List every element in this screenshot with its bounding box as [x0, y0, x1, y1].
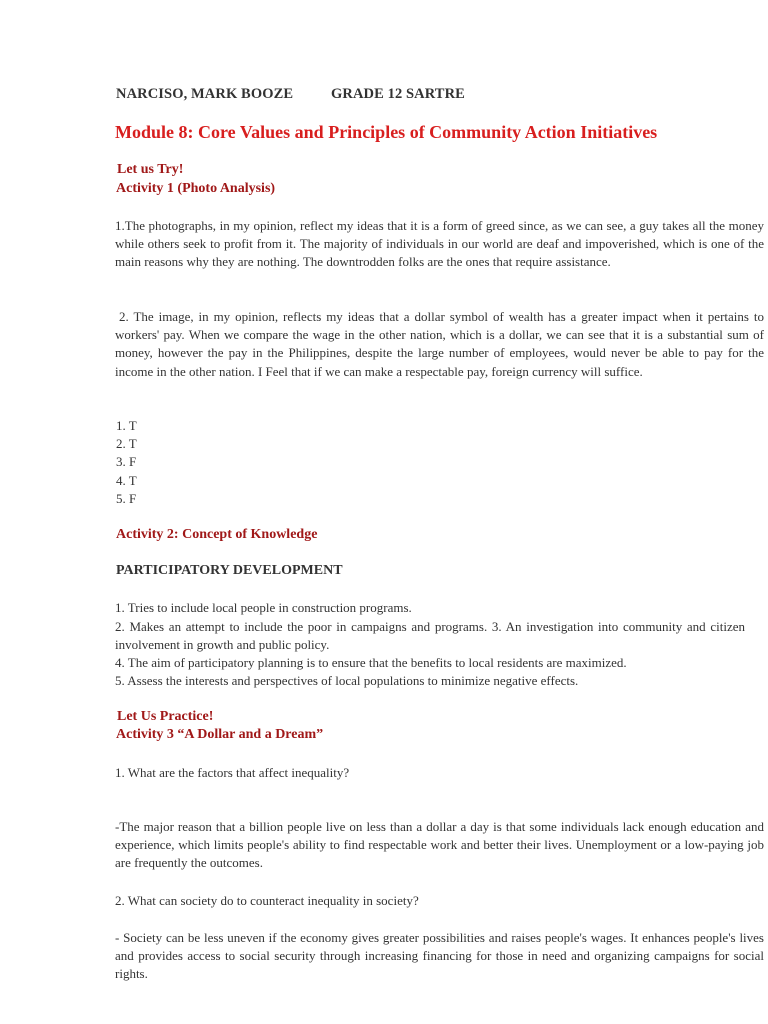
student-name: NARCISO, MARK BOOZE	[116, 86, 294, 102]
participatory-development-heading: PARTICIPATORY DEVELOPMENT	[116, 563, 343, 578]
activity2-item-1: 1. Tries to include local people in construction programs.	[115, 600, 412, 615]
activity3-answer-2: - Society can be less uneven if the economy gives greater possibilities and raises people's wages. It enhances people's lives and provides access to social security through increasing financing for those in need and organizing campaigns for social rights.	[115, 930, 764, 982]
activity2-title: Activity 2: Concept of Knowledge	[116, 527, 318, 542]
activity3-title: Activity 3 “A Dollar and a Dream”	[116, 727, 324, 742]
true-false-answers	[116, 417, 137, 508]
activity3-answer-1: -The major reason that a billion people live on less than a dollar a day is that some individuals lack enough education and experience, which limits people's ability to find respectable work and better their lives. Unemployment or a low-paying job are frequently the outcomes.	[115, 819, 764, 871]
section-heading-let-us-practice: Let Us Practice!	[117, 709, 214, 724]
student-header	[116, 86, 465, 103]
activity2-item-4: 4. The aim of participatory planning is to ensure that the benefits to local residents are maximized.	[115, 655, 627, 670]
section-heading-let-us-try: Let us Try!	[117, 162, 184, 177]
activity3-question-2: 2. What can society do to counteract inequality in society?	[115, 893, 419, 908]
activity2-item-2: 2. Makes an attempt to include the poor in campaigns and programs. 3. An investigation into community and citizen involvement in growth and public policy.	[115, 619, 745, 653]
list-item: 3. F	[116, 454, 137, 470]
activity3-question-1: 1. What are the factors that affect inequality?	[115, 765, 350, 780]
list-item: 1. T	[116, 418, 137, 433]
activity1-title: Activity 1 (Photo Analysis)	[116, 181, 276, 196]
list-item: 5. F	[116, 490, 137, 506]
list-item: 4. T	[116, 472, 137, 488]
grade-section: GRADE 12 SARTRE	[331, 86, 465, 102]
activity1-answer-1: 1.The photographs, in my opinion, reflect my ideas that it is a form of greed since, as we can see, a guy takes all the money while others seek to profit from it. The majority of individuals in our world are deaf and impoverished, which is one of the main reasons why they are nothing. The downtrodden folks are the ones that require assistance.	[115, 218, 764, 270]
list-item: 2. T	[116, 436, 137, 452]
activity2-item-5: 5. Assess the interests and perspectives of local populations to minimize negative effects.	[115, 673, 579, 688]
module-title: Module 8: Core Values and Principles of Community Action Initiatives	[115, 122, 658, 142]
activity1-answer-2: 2. The image, in my opinion, reflects my ideas that a dollar symbol of wealth has a greater impact when it pertains to workers' pay. When we compare the wage in the other nation, which is a dollar, we can see that it is a substantial sum of money, however the pay in the Philippines, despite the large number of employees, would never be able to pay for the income in the other nation. I Feel that if we can make a respectable pay, foreign currency will suffice.	[115, 309, 764, 379]
